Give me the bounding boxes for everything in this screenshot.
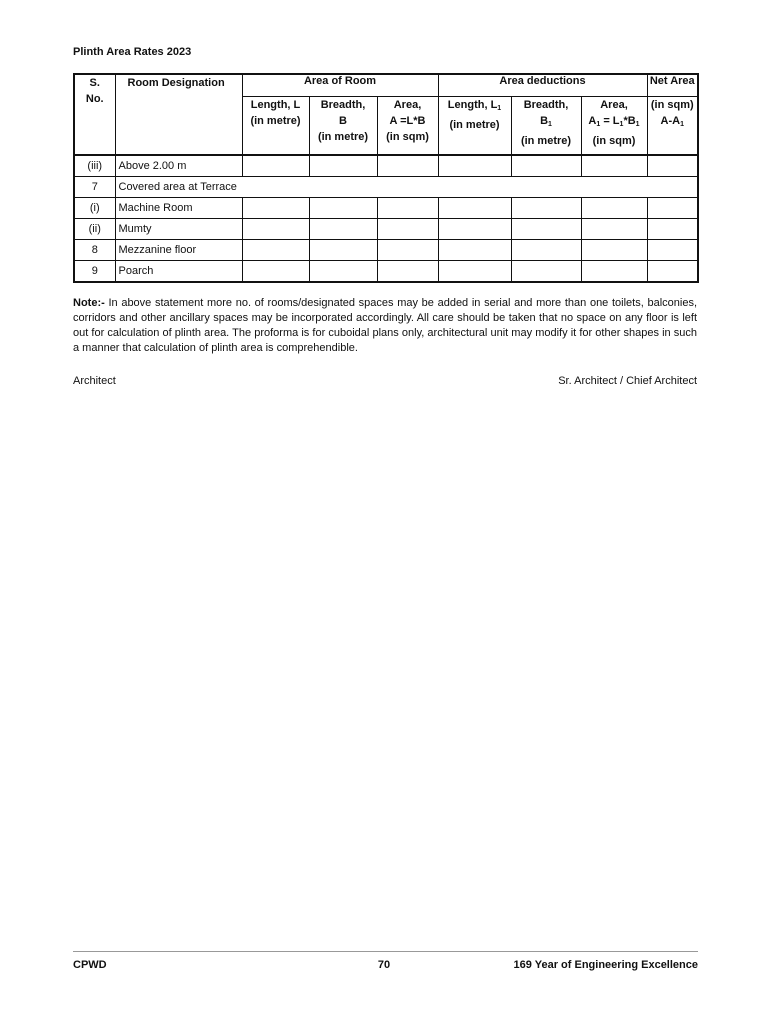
table-cell (377, 261, 438, 283)
table-cell (511, 198, 581, 219)
table-row (74, 177, 698, 198)
area-deductions-header: Area deductions (438, 74, 647, 97)
table-cell (581, 219, 647, 240)
table-row (74, 219, 698, 240)
table-cell (511, 219, 581, 240)
plinth-area-table (73, 73, 699, 283)
table-cell (309, 261, 377, 283)
table-cell (309, 240, 377, 261)
note-label: Note:- (73, 297, 105, 309)
table-cell (581, 261, 647, 283)
row-room-name: Poarch (115, 261, 242, 283)
table-cell (309, 198, 377, 219)
table-cell (438, 198, 511, 219)
table-cell (242, 219, 309, 240)
table-cell (647, 155, 698, 177)
row-sno: 7 (74, 177, 115, 198)
row-sno: (iii) (74, 155, 115, 177)
table-cell (581, 198, 647, 219)
architect-signature: Architect (73, 375, 116, 387)
row-sno: 9 (74, 261, 115, 283)
note-text: In above statement more no. of rooms/designated spaces may be added in serial and more than one toilets, balconies, corridors and other ancillary spaces may be incorporated accordingly. All care should be taken that no space on any floor is left out for calculation of plinth area. The proforma is for cuboidal plans only, architectural unit may modify it for other shapes in such a manner that calculation of plinth area is comprehendible. (73, 297, 697, 354)
row-sno: 8 (74, 240, 115, 261)
area-of-room-header: Area of Room (242, 74, 438, 97)
table-cell (377, 219, 438, 240)
table-cell (511, 261, 581, 283)
table-cell (647, 219, 698, 240)
table-cell (647, 261, 698, 283)
row-room-name: Above 2.00 m (115, 155, 242, 177)
room-designation-header: Room Designation (115, 74, 242, 155)
area1-header: Area, $A_1 = L_1*B_1$ (in sqm) (581, 97, 647, 156)
row-sno: (i) (74, 198, 115, 219)
row-room-name: Mezzanine floor (115, 240, 242, 261)
table-cell (581, 240, 647, 261)
row-section-name: Covered area at Terrace (115, 177, 698, 198)
length-header: Length, L (in metre) (242, 97, 309, 156)
table-cell (438, 261, 511, 283)
page-number: 70 (377, 959, 391, 971)
table-cell (242, 261, 309, 283)
table-cell (581, 155, 647, 177)
footer-divider (73, 951, 698, 952)
table-cell (377, 240, 438, 261)
table-cell (647, 240, 698, 261)
table-cell (438, 155, 511, 177)
table-cell (377, 198, 438, 219)
table-cell (242, 240, 309, 261)
table-cell (438, 219, 511, 240)
footer-org: CPWD (73, 959, 107, 971)
chief-architect-signature: Sr. Architect / Chief Architect (558, 375, 697, 387)
table-row (74, 155, 698, 177)
table-row (74, 198, 698, 219)
sno-header: S. No. (74, 74, 115, 155)
net-area-header: Net Area (647, 74, 698, 97)
note-paragraph (73, 296, 697, 356)
length1-header: Length, $L_1$ (in metre) (438, 97, 511, 156)
table-cell (647, 198, 698, 219)
table-cell (438, 240, 511, 261)
footer-tagline: 169 Year of Engineering Excellence (513, 959, 698, 971)
table-cell (511, 240, 581, 261)
table-cell (377, 155, 438, 177)
table-cell (242, 198, 309, 219)
area-header: Area, A =L*B (in sqm) (377, 97, 438, 156)
table-cell (309, 155, 377, 177)
row-room-name: Machine Room (115, 198, 242, 219)
table-cell (309, 219, 377, 240)
row-room-name: Mumty (115, 219, 242, 240)
row-sno: (ii) (74, 219, 115, 240)
document-title: Plinth Area Rates 2023 (73, 46, 192, 58)
table-cell (242, 155, 309, 177)
net-area-formula-header: (in sqm) $A-A_1$ (647, 97, 698, 156)
table-row (74, 261, 698, 283)
breadth-header: Breadth, B (in metre) (309, 97, 377, 156)
breadth1-header: Breadth, $B_1$ (in metre) (511, 97, 581, 156)
table-cell (511, 155, 581, 177)
table-row (74, 240, 698, 261)
